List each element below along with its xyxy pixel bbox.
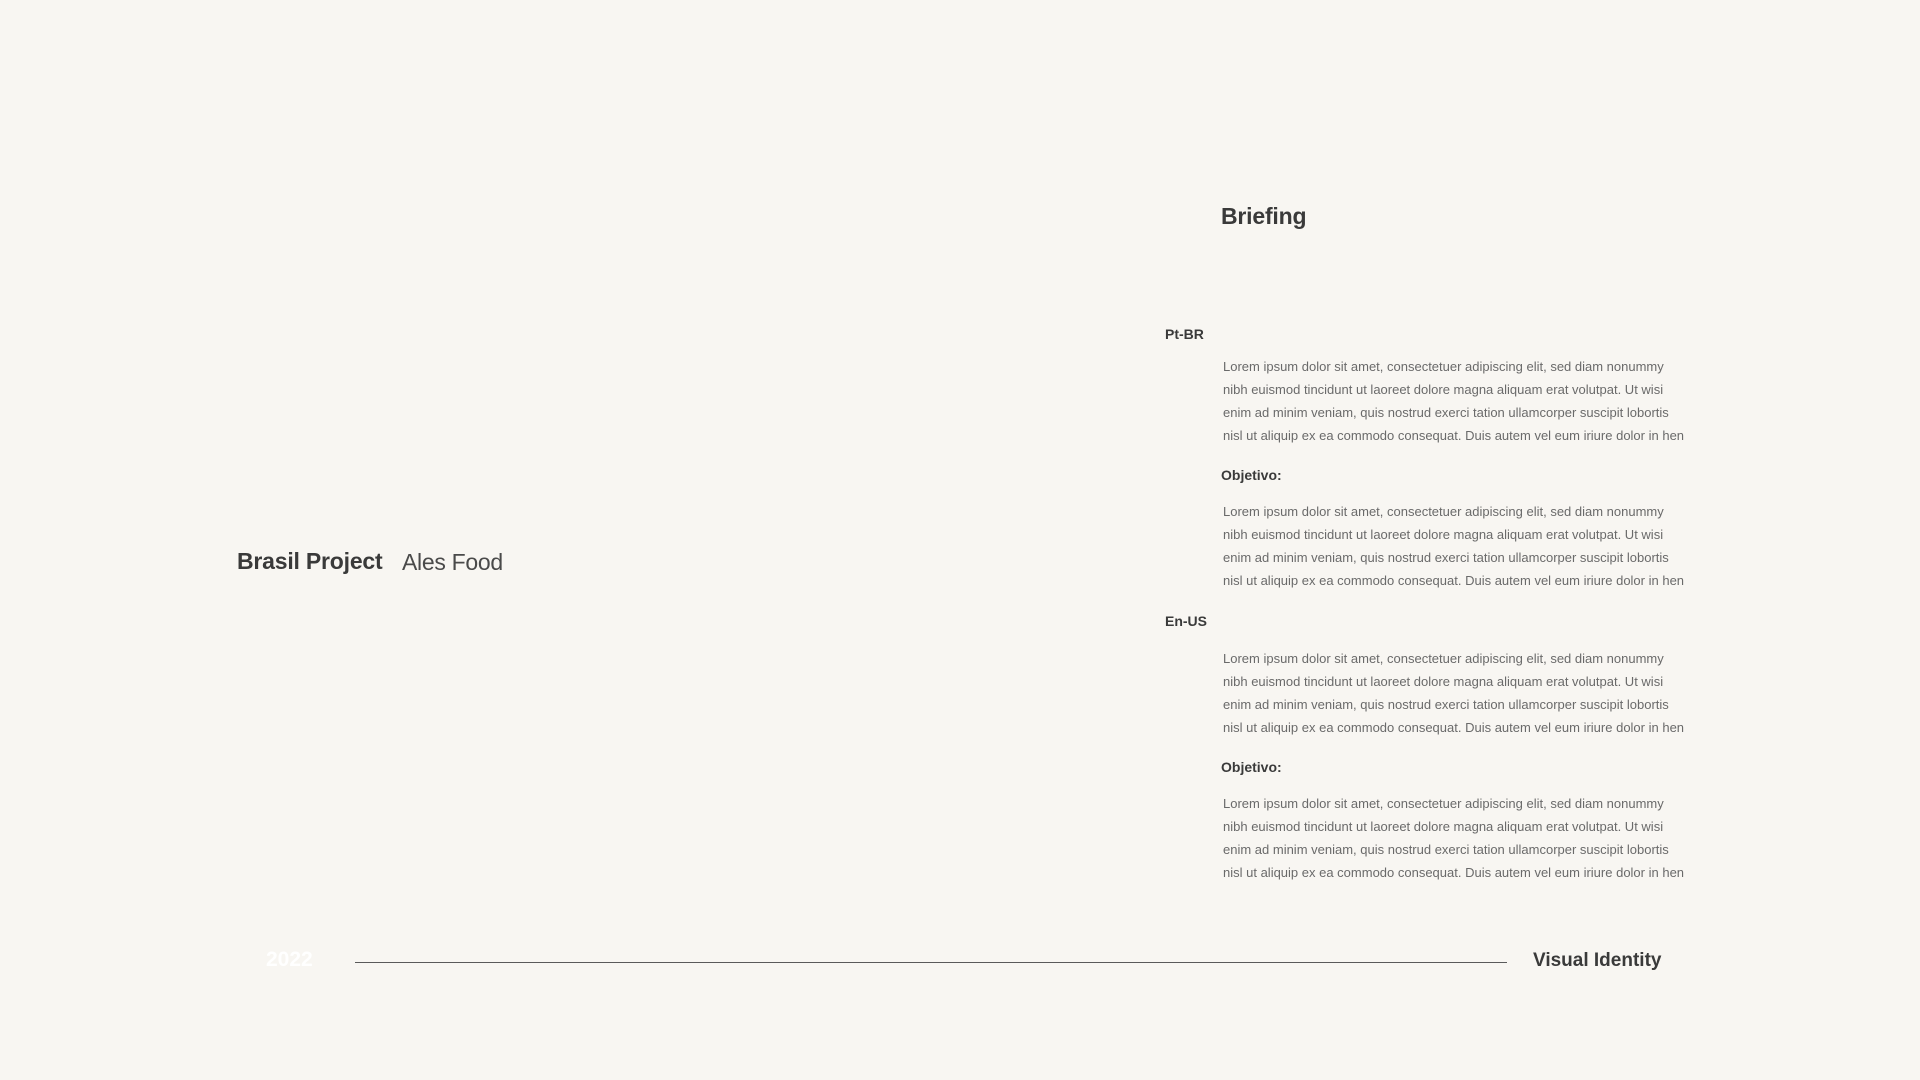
language-label-en-us: En-US xyxy=(1165,613,1207,629)
paragraph-line: nibh euismod tincidunt ut laoreet dolore magna aliquam erat volutpat. Ut wisi xyxy=(1223,527,1664,542)
intro-paragraph-en-us xyxy=(1223,647,1703,739)
paragraph-line: enim ad minim veniam, quis nostrud exerci tation ullamcorper suscipit lobortis xyxy=(1223,842,1669,857)
paragraph-line: Lorem ipsum dolor sit amet, consectetuer adipiscing elit, sed diam nonummy xyxy=(1223,504,1664,519)
client-name: Ales Food xyxy=(402,549,503,575)
paragraph-line: Lorem ipsum dolor sit amet, consectetuer adipiscing elit, sed diam nonummy xyxy=(1223,359,1664,374)
paragraph-line: enim ad minim veniam, quis nostrud exerci tation ullamcorper suscipit lobortis xyxy=(1223,405,1669,420)
paragraph-line: enim ad minim veniam, quis nostrud exerci tation ullamcorper suscipit lobortis xyxy=(1223,550,1669,565)
objective-label-en-us: Objetivo: xyxy=(1221,759,1282,775)
paragraph-line: Lorem ipsum dolor sit amet, consectetuer adipiscing elit, sed diam nonummy xyxy=(1223,796,1664,811)
paragraph-line: nisl ut aliquip ex ea commodo consequat. Duis autem vel eum iriure dolor in hen xyxy=(1223,428,1685,443)
page-title: Briefing xyxy=(1221,203,1307,229)
objective-label-pt-br: Objetivo: xyxy=(1221,467,1282,483)
paragraph-line: nisl ut aliquip ex ea commodo consequat. Duis autem vel eum iriure dolor in hen xyxy=(1223,573,1685,588)
objective-paragraph-pt-br xyxy=(1223,500,1703,592)
paragraph-line: nisl ut aliquip ex ea commodo consequat. Duis autem vel eum iriure dolor in hen xyxy=(1223,720,1685,735)
paragraph-line: nisl ut aliquip ex ea commodo consequat. Duis autem vel eum iriure dolor in hen xyxy=(1223,865,1685,880)
brand-title: Brasil Project xyxy=(237,548,383,574)
paragraph-line: Lorem ipsum dolor sit amet, consectetuer adipiscing elit, sed diam nonummy xyxy=(1223,651,1664,666)
footer-title: Visual Identity xyxy=(1533,950,1662,971)
paragraph-line: nibh euismod tincidunt ut laoreet dolore magna aliquam erat volutpat. Ut wisi xyxy=(1223,819,1664,834)
footer-divider xyxy=(355,962,1507,963)
paragraph-line: nibh euismod tincidunt ut laoreet dolore magna aliquam erat volutpat. Ut wisi xyxy=(1223,674,1664,689)
intro-paragraph-pt-br xyxy=(1223,355,1703,447)
objective-paragraph-en-us xyxy=(1223,792,1703,884)
paragraph-line: enim ad minim veniam, quis nostrud exerci tation ullamcorper suscipit lobortis xyxy=(1223,697,1669,712)
paragraph-line: nibh euismod tincidunt ut laoreet dolore magna aliquam erat volutpat. Ut wisi xyxy=(1223,382,1664,397)
year-label: 2022 xyxy=(266,948,313,971)
language-label-pt-br: Pt-BR xyxy=(1165,326,1204,342)
